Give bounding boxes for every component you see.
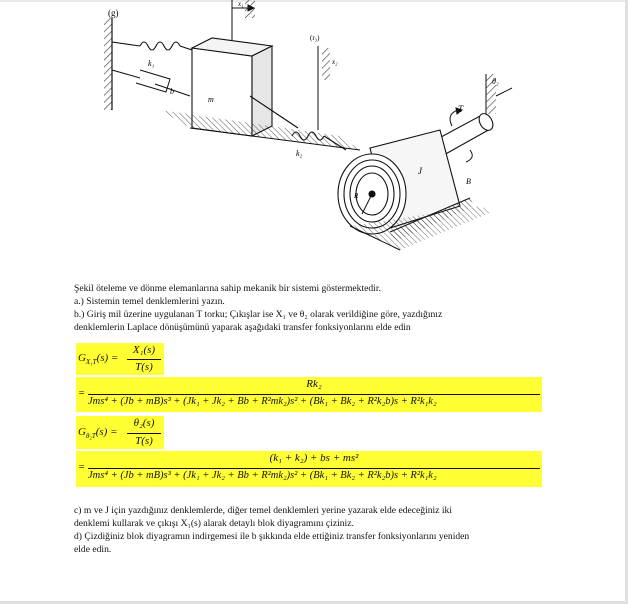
label-g: (g)	[108, 8, 119, 18]
eq1-numerator: X₁(s)	[132, 344, 156, 356]
eq2-rhs-denominator: Jms⁴ + (Jb + mB)s³ + (Jk₁ + Jk₂ + Bb + R²mk₂)s² + (Bk₁ + Bk₂ + R²k₂b)s + R²k₁k₂	[88, 470, 437, 481]
eq1-fraction-bar	[127, 359, 161, 360]
eq2-rhs-bar	[88, 468, 540, 469]
eq1-rhs-bar	[88, 394, 540, 395]
label-T: T	[458, 104, 464, 114]
x2-indicator	[318, 46, 330, 130]
question-d-line1: d) Çizdiğiniz blok diyagramın indirgemesi ile b şıkkında elde ettiğiniz transfer fonksiyonlarını yeniden	[74, 531, 470, 542]
question-d-line2: elde edin.	[74, 544, 112, 555]
mechanical-system-figure	[100, 0, 520, 262]
eq1-lhs: $G_{X_1T}(s)$ =	[78, 352, 119, 367]
eq2-lhs: $G_{\theta_2T}(s)$ =	[78, 426, 118, 441]
eq2-equals: =	[78, 462, 86, 473]
question-a: a.) Sistemin temel denklemlerini yazın.	[74, 296, 225, 307]
question-b-line1: b.) Giriş mil üzerine uygulanan T torku; Çıkışlar ise X₁ ve θ₂ olarak verildiğine göre, yazdığınız	[74, 309, 443, 320]
label-x2: x₂	[332, 58, 338, 66]
label-k1: k₁	[148, 59, 155, 68]
right-wall	[486, 74, 512, 114]
label-m: m	[208, 95, 214, 104]
spring-k1	[112, 42, 192, 50]
question-c-line1: c) m ve J için yazdığınız denklemlerde, diğer temel denklemleri yerine yazarak elde edeceğiniz iki	[74, 505, 452, 516]
eq1-denominator: T(s)	[135, 361, 153, 373]
question-c-line2: denklemi kullarak ve çıkışı X₁(s) alarak detaylı blok diyagramını çiziniz.	[74, 518, 354, 529]
label-b: b	[170, 87, 174, 96]
label-B: B	[466, 177, 471, 186]
label-x1: x₁	[238, 0, 244, 8]
eq2-fraction-bar	[127, 433, 161, 434]
eq1-rhs-numerator: Rk₂	[306, 378, 322, 390]
damper-b	[112, 70, 190, 96]
label-J: J	[418, 166, 422, 176]
eq1-equals: =	[78, 388, 86, 399]
label-theta2: θ₂	[492, 77, 499, 86]
eq2-denominator: T(s)	[135, 435, 153, 447]
eq2-rhs-numerator: (k₁ + k₂) + bs + ms²	[269, 452, 359, 464]
problem-intro: Şekil öteleme ve dönme elemanlarına sahip mekanik bir sistemi göstermektedir.	[74, 283, 381, 294]
eq1-rhs-denominator: Jms⁴ + (Jb + mB)s³ + (Jk₁ + Jk₂ + Bb + R²mk₂)s² + (Bk₁ + Bk₂ + R²k₂b)s + R²k₁k₂	[88, 396, 437, 407]
label-k2: k₂	[296, 149, 303, 158]
label-r3: (r₃)	[310, 34, 320, 42]
eq2-numerator: θ₂(s)	[133, 417, 155, 429]
left-wall	[104, 18, 112, 110]
question-b-line2: denklemlerin Laplace dönüşümünü yaparak aşağıdaki transfer fonksiyonlarını elde edin	[74, 322, 411, 333]
label-R: R	[354, 192, 359, 200]
